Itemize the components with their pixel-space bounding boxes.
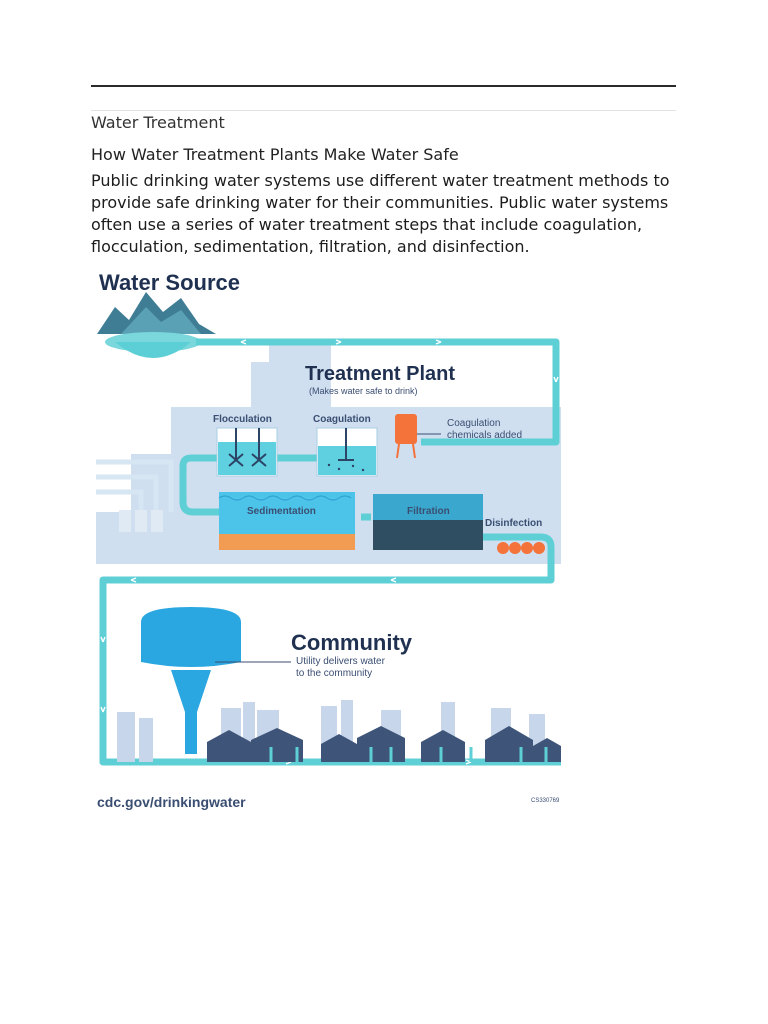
article-paragraph: Public drinking water systems use different water treatment methods to provide safe drinking water for their communities. Public water systems often use a series of water treatment steps that include coagulation, flocculation, sedimentation, filtration, and disinfection. — [91, 171, 670, 256]
sedimentation-tank — [219, 492, 355, 550]
coagulation-label: Coagulation — [313, 414, 371, 425]
article-heading: How Water Treatment Plants Make Water Safe — [91, 145, 459, 164]
community-title: Community — [291, 630, 412, 655]
filtration-label: Filtration — [407, 506, 450, 517]
filtration-tank — [373, 494, 483, 550]
flocculation-label: Flocculation — [213, 414, 272, 425]
figure-code: CS330769 — [531, 798, 560, 804]
divider — [91, 110, 676, 111]
utility-label-line1: Utility delivers water — [296, 656, 385, 667]
lake-icon — [105, 332, 201, 358]
top-rule — [91, 85, 676, 87]
utility-label-line2: to the community — [296, 668, 373, 679]
water-source-label: Water Source — [99, 270, 241, 295]
credit-link: cdc.gov/drinkingwater — [97, 794, 246, 810]
intake-pumps — [119, 510, 163, 532]
flocculation-tank — [217, 428, 277, 476]
treatment-plant-title: Treatment Plant — [305, 363, 456, 385]
chemicals-label-line2: chemicals added — [447, 430, 523, 441]
chemicals-label-line1: Coagulation — [447, 418, 501, 429]
sedimentation-label: Sedimentation — [247, 506, 316, 517]
coagulation-tank — [317, 428, 377, 476]
treatment-plant-subtitle: (Makes water safe to drink) — [309, 386, 418, 396]
water-treatment-infographic — [91, 262, 581, 822]
mountains-icon — [97, 292, 216, 334]
section-title: Water Treatment — [91, 113, 225, 132]
disinfection-label: Disinfection — [485, 518, 543, 529]
